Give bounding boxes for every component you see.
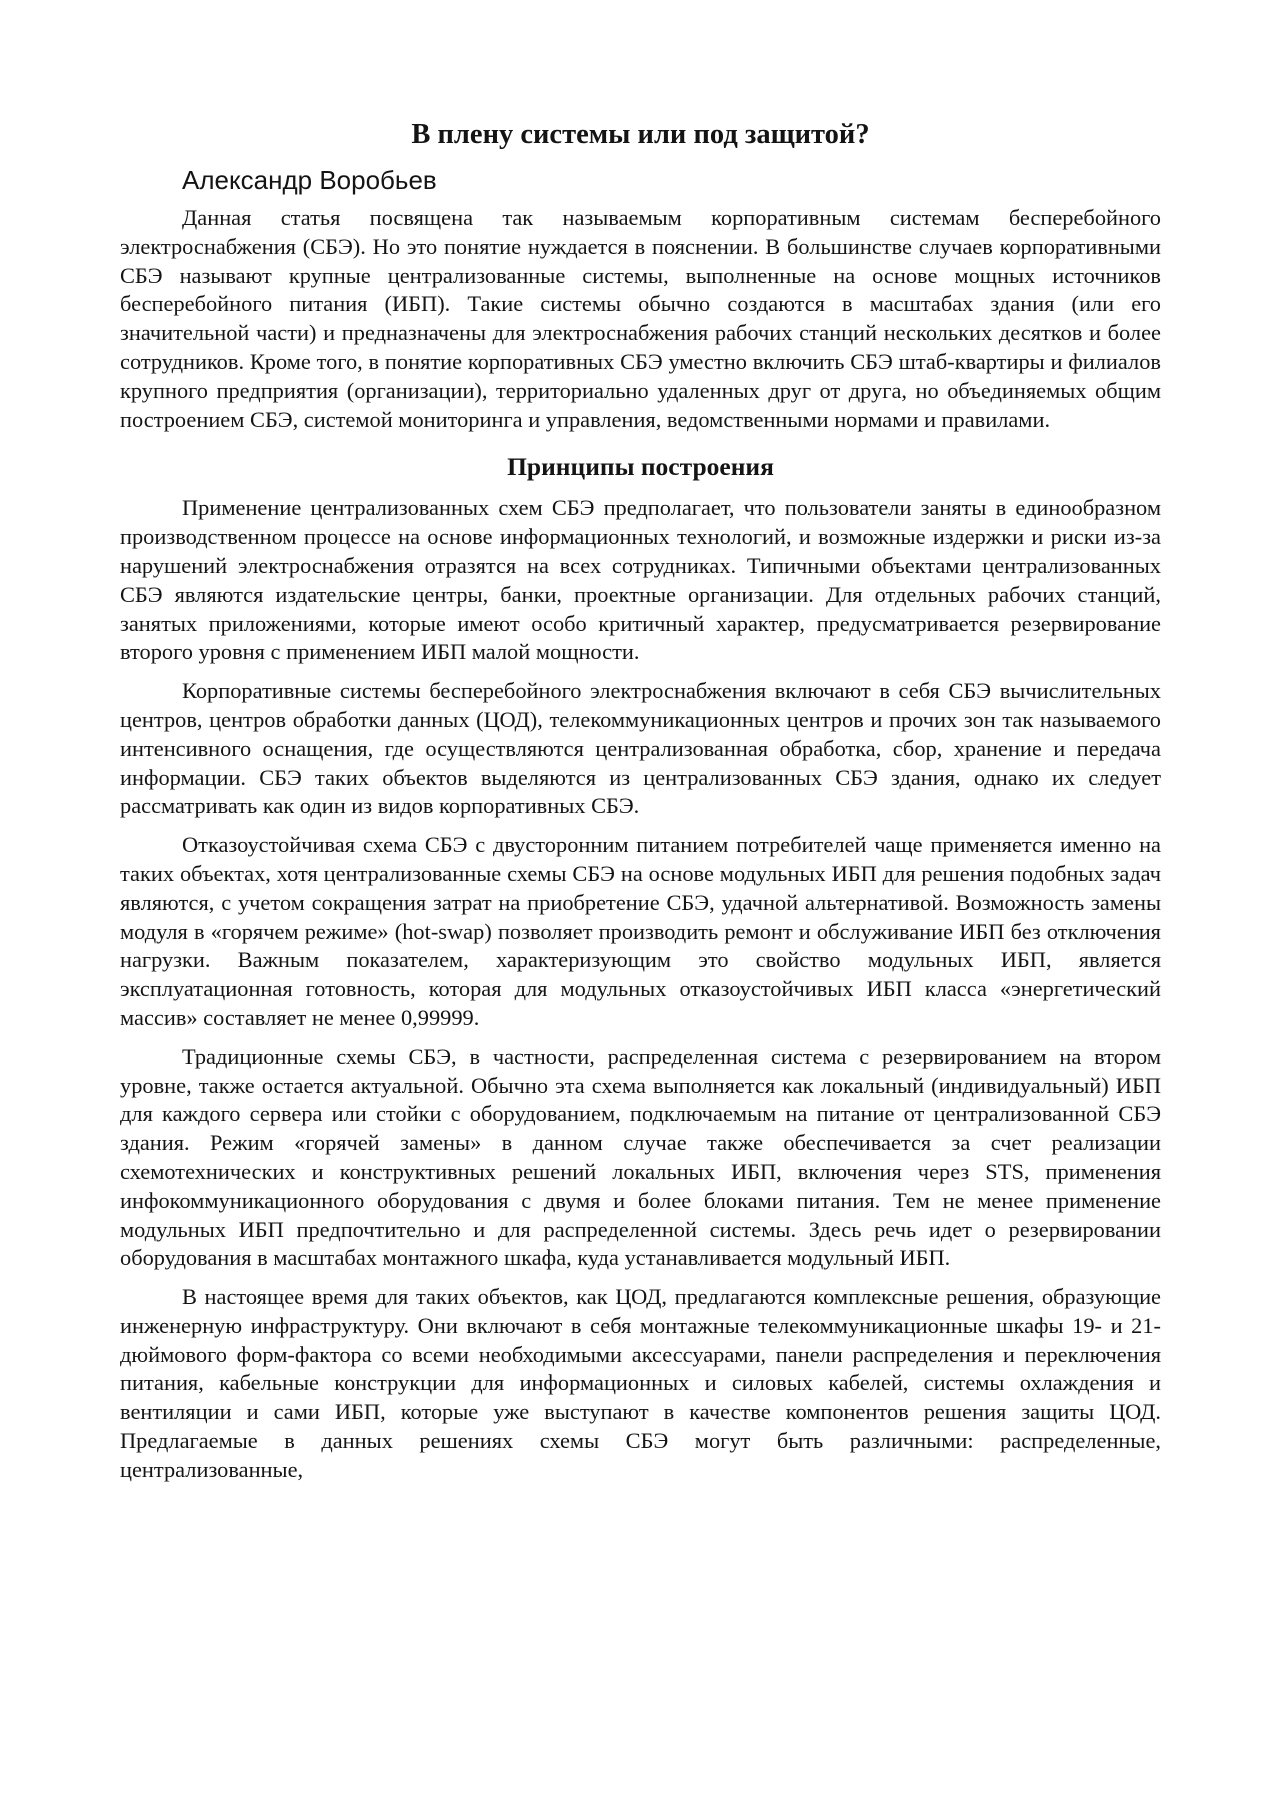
body-paragraph: Традиционные схемы СБЭ, в частности, распределенная система с резервированием на втором уровне, также остается актуальной. Обычно эта схема выполняется как локальный (индивидуальный) ИБП для каждого сервера или стойки с оборудованием, подключаемым на питание от централизованной СБЭ здания. Режим «горячей замены» в данном случае также обеспечивается за счет реализации схемотехнических и конструктивных решений локальных ИБП, включения через STS, применения инфокоммуникационного оборудования с двумя и более блоками питания. Тем не менее применение модульных ИБП предпочтительно и для распределенной системы. Здесь речь идет о резервировании оборудования в масштабах монтажного шкафа, куда устанавливается модульный ИБП. [120,1043,1161,1271]
document-page [120,118,1161,1495]
article-author: Александр Воробьев [182,165,437,195]
body-paragraph: Отказоустойчивая схема СБЭ с двусторонним питанием потребителей чаще применяется именно на таких объектах, хотя централизованные схемы СБЭ на основе модульных ИБП для решения подобных задач являются, с учетом сокращения затрат на приобретение СБЭ, удачной альтернативой. Возможность замены модуля в «горячем режиме» (hot-swap) позволяет производить ремонт и обслуживание ИБП без отключения нагрузки. Важным показателем, характеризующим это свойство модульных ИБП, является эксплуатационная готовность, которая для модульных отказоустойчивых ИБП класса «энергетический массив» составляет не менее 0,99999. [120,832,1161,1030]
body-paragraph: Корпоративные системы бесперебойного электроснабжения включают в себя СБЭ вычислительных центров, центров обработки данных (ЦОД), телекоммуникационных центров и прочих зон так называемого интенсивного оснащения, где осуществляются централизованная обработка, сбор, хранение и передача информации. СБЭ таких объектов выделяются из централизованных СБЭ здания, однако их следует рассматривать как один из видов корпоративных СБЭ. [120,678,1161,819]
intro-paragraph: Данная статья посвящена так называемым корпоративным системам бесперебойного электроснабжения (СБЭ). Но это понятие нуждается в пояснении. В большинстве случаев корпоративными СБЭ называют крупные централизованные системы, выполненные на основе мощных источников бесперебойного питания (ИБП). Такие системы обычно создаются в масштабах здания (или его значительной части) и предназначены для электроснабжения рабочих станций нескольких десятков и более сотрудников. Кроме того, в понятие корпоративных СБЭ уместно включить СБЭ штаб-квартиры и филиалов крупного предприятия (организации), территориально удаленных друг от друга, но объединяемых общим построением СБЭ, системой мониторинга и управления, ведомственными нормами и правилами. [120,205,1161,432]
section-heading: Принципы построения [507,452,774,482]
article-title: В плену системы или под защитой? [411,119,870,150]
body-paragraph: В настоящее время для таких объектов, как ЦОД, предлагаются комплексные решения, образующие инженерную инфраструктуру. Они включают в себя монтажные телекоммуникационные шкафы 19- и 21-дюймового форм-фактора со всеми необходимыми аксессуарами, панели распределения и переключения питания, кабельные конструкции для информационных и силовых кабелей, системы охлаждения и вентиляции и сами ИБП, которые уже выступают в качестве компонентов решения защиты ЦОД. Предлагаемые в данных решениях схемы СБЭ могут быть различными: распределенные, централизованные, [120,1284,1161,1482]
body-paragraph: Применение централизованных схем СБЭ предполагает, что пользователи заняты в единообразном производственном процессе на основе информационных технологий, и возможные издержки и риски из-за нарушений электроснабжения отразятся на всех сотрудниках. Типичными объектами централизованных СБЭ являются издательские центры, банки, проектные организации. Для отдельных рабочих станций, занятых приложениями, которые имеют особо критичный характер, предусматривается резервирование второго уровня с применением ИБП малой мощности. [120,495,1161,665]
